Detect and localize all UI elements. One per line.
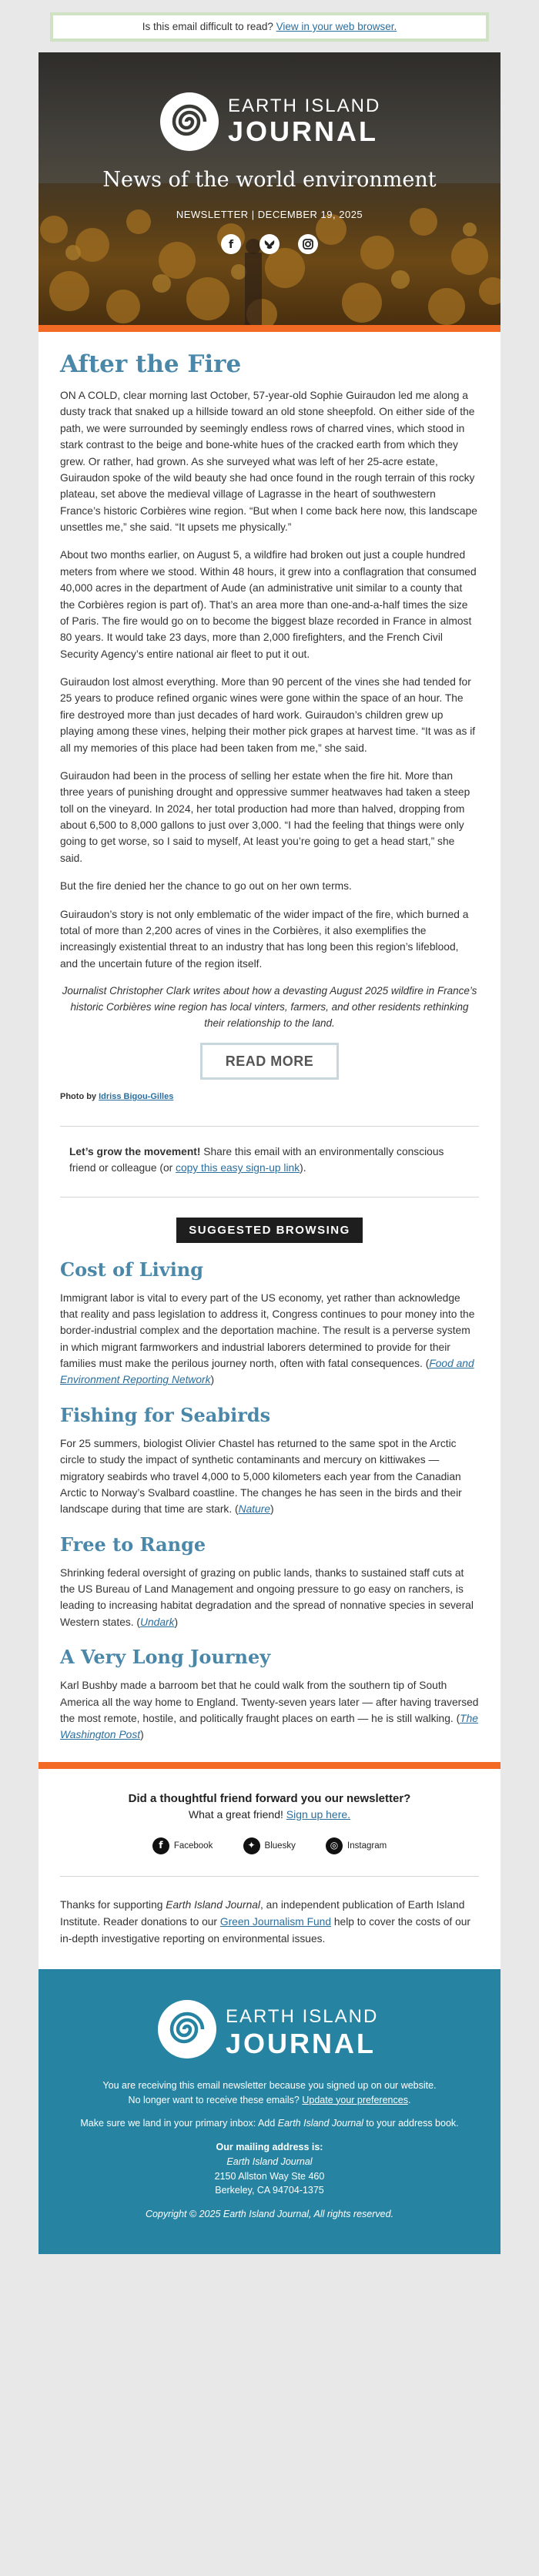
article-paragraph: Guiraudon’s story is not only emblematic of the wider impact of the fire, which burned a total of more than 2,200 acres of vines in the Corbières, it also exemplifies the increasingly existential threat to an industry that has long been this region’s lifeblood, and the uncertain future of the region itself. (60, 908, 469, 970)
read-more-button[interactable]: READ MORE (200, 1043, 339, 1080)
brand-name-line1: EARTH ISLAND (226, 2005, 379, 2027)
hero-banner (38, 52, 500, 325)
brand-name-line2: JOURNAL (226, 2027, 377, 2059)
brand-name-line2: JOURNAL (228, 116, 379, 147)
signup-link[interactable]: copy this easy sign-up link (176, 1162, 300, 1174)
article-summary: Journalist Christopher Clark writes about how a devasting August 2025 wildfire in France’s historic Corbières wine region has local vinters, farmers, and other residents rethinking their relationship to the land. (62, 985, 477, 1029)
hero-headline: News of the world environment (102, 168, 437, 192)
thanks-section: Thanks for supporting Earth Island Journal, an independent publication of Earth Island Institute. Reader donations to our Green Journalism Fund help to cover the costs of our in-depth investigative reporting on environmental issues. (60, 1898, 471, 1945)
address-street: 2150 Allston Way Ste 460 (214, 2170, 325, 2182)
facebook-label: Facebook (173, 1841, 213, 1851)
bluesky-icon: ✦ (243, 1837, 260, 1854)
story-title[interactable]: Free to Range (60, 1533, 206, 1556)
footer-social-links (38, 1837, 500, 1876)
photo-credit-prefix: Photo by (60, 1091, 97, 1101)
brand-logo[interactable] (160, 92, 383, 151)
share-lead: Let’s grow the movement! (69, 1145, 201, 1157)
forward-question: Did a thoughtful friend forward you our newsletter? (128, 1791, 411, 1805)
story-source-link[interactable]: Undark (140, 1616, 175, 1628)
instagram-icon: ◎ (326, 1837, 343, 1854)
update-preferences-link[interactable]: Update your preferences (302, 2094, 408, 2105)
photographer-link[interactable]: Idriss Bigou-Gilles (99, 1091, 174, 1101)
article-paragraph: ON A COLD, clear morning last October, 57-year-old Sophie Guiraudon led me along a dusty track that snaked up a hillside toward an old stone sheepfold. On either side of the path, we were surrounded by seemingly endless rows of charred vines, which stood in stark contrast to the beige and bone-white hues of the cracked earth from which they grew. Or rather, had grown. As she surveyed what was left of her 25-acre estate, Guiraudon spoke of the wild beauty she had once found in the rough terrain of this rocky plateau, set above the medieval village of Lagrasse in the heart of southwestern France’s historic Corbières wine region. “But when I come back here now, this landscape unsettles me,” she said. “It upsets me physically.” (60, 390, 477, 533)
article-paragraph: About two months earlier, on August 5, a wildfire had broken out just a couple hundred meters from where we stood. Within 48 hours, it grew into a conflagration that consumed 40,000 acres in the department of Aude (an administrative unit similar to a county that the Corbières region is part of). That’s an area more than one-and-a-half times the size of Paris. The fire would go on to become the biggest blaze recorded in France in almost 80 years. It would take 23 days, more than 2,000 firefighters, and the French Civil Security Agency’s entire national air fleet to put it out. (60, 549, 477, 660)
address-title: Our mailing address is: (216, 2142, 323, 2153)
suggested-story (38, 1518, 500, 1631)
svg-text:f: f (228, 239, 233, 251)
footer-brand-logo[interactable] (158, 2000, 381, 2058)
green-journalism-fund-link[interactable]: Green Journalism Fund (219, 1915, 332, 1928)
share-text: Share this email with an environmentally conscious friend or colleague (or (69, 1145, 444, 1174)
hero-content (38, 52, 500, 325)
article-paragraph: Guiraudon had been in the process of selling her estate when the fire hit. More than three years of punishing drought and oppressive summer heatwaves had taken a steep toll on the vineyard. In 2024, her total production had more than halved, dropping from about 6,500 to 8,000 gallons to just over 3,000. “I had the feeling that things were only going to get worse, so I said to myself, At least you’re going to get a head start,” she said. (60, 769, 470, 864)
instagram-link[interactable] (326, 1837, 387, 1854)
address-name: Earth Island Journal (226, 2156, 313, 2167)
suggested-story (38, 1630, 500, 1744)
forward-signup-link[interactable]: Sign up here. (286, 1807, 351, 1821)
copyright: Copyright © 2025 Earth Island Journal, All rights reserved. (145, 2209, 394, 2220)
hero-social-links (38, 234, 500, 254)
story-body: Shrinking federal oversight of grazing on public lands, thanks to sustained staff cuts at the US Bureau of Land Management and ongoing pressure to go easy on ranchers, is leading to increasing habitat degradation and the spread of nonnative species in several Western states. (Undark) (60, 1566, 474, 1628)
orange-divider (38, 1762, 500, 1769)
suggested-story (38, 1388, 500, 1518)
suggested-story (38, 1243, 500, 1388)
facebook-icon: f (152, 1837, 169, 1854)
forward-signup: What a great friend! Sign up here. (188, 1807, 351, 1821)
bottom-spacer (0, 2254, 539, 2300)
footer-inbox-note: Make sure we land in your primary inbox: Add Earth Island Journal to your address book. (80, 2118, 459, 2129)
suggested-browsing-header (38, 1198, 500, 1243)
article-title[interactable]: After the Fire (60, 350, 242, 378)
article-paragraph: But the fire denied her the chance to go out on her own terms. (60, 880, 352, 893)
story-title[interactable]: Cost of Living (60, 1258, 204, 1281)
suggested-browsing-badge: SUGGESTED BROWSING (176, 1218, 363, 1243)
share-end: ). (300, 1162, 306, 1174)
story-source-link[interactable]: Nature (238, 1503, 271, 1516)
footer (38, 1969, 500, 2254)
footer-subscription-note: You are receiving this email newsletter because you signed up on our website. No longer want to receive these emails? Update your preferences. (102, 2079, 437, 2105)
story-source-link[interactable]: The Washington Post (60, 1712, 478, 1741)
mailing-address (63, 2140, 476, 2198)
facebook-icon[interactable] (221, 234, 241, 254)
spiral-logo-icon (160, 92, 219, 151)
feature-article (38, 332, 500, 1126)
address-city: Berkeley, CA 94704-1375 (215, 2185, 324, 2196)
forward-section (38, 1769, 500, 1837)
facebook-link[interactable] (152, 1837, 213, 1854)
story-title[interactable]: A Very Long Journey (60, 1646, 271, 1669)
instagram-icon[interactable] (298, 234, 318, 254)
email-container (38, 52, 500, 2254)
story-body: Karl Bushby made a barroom bet that he could walk from the southern tip of South America all the way home to England. Twenty-seven years later — after having traversed the most remote, hostile, and politically fraught places on earth — he is still walking. (The Washington Post) (60, 1680, 479, 1741)
browser-view-bar (0, 0, 539, 52)
browser-view-prefix: Is this email difficult to read? (142, 21, 273, 32)
photo-credit (60, 1092, 479, 1101)
view-in-browser-link[interactable]: View in your web browser. (276, 21, 397, 32)
instagram-label: Instagram (347, 1841, 387, 1851)
spiral-logo-icon (158, 2000, 216, 2058)
bluesky-icon[interactable] (259, 234, 280, 254)
bluesky-label: Bluesky (264, 1841, 296, 1851)
orange-divider (38, 325, 500, 332)
brand-name-line1: EARTH ISLAND (228, 95, 381, 116)
story-source-link[interactable]: Food and Environment Reporting Network (60, 1358, 474, 1386)
newsletter-dateline: NEWSLETTER | DECEMBER 19, 2025 (176, 209, 363, 220)
story-body: Immigrant labor is vital to every part of the US economy, yet rather than acknowledge that reality and pass legislation to address it, Congress continues to pour money into the border-industrial complex and the deportation machine. The result is a perverse system in which migrant farmworkers and industrial laborers determined to provide for their families must make the perilous journey north, often with fatal consequences. (Food and Environment Reporting Network) (60, 1291, 475, 1386)
story-title[interactable]: Fishing for Seabirds (60, 1403, 271, 1426)
story-body: For 25 summers, biologist Olivier Chastel has returned to the same spot in the Arctic circle to study the impact of synthetic contaminants and mercury on kittiwakes — migratory seabirds who travel 4,000 to 5,000 kilometers each year from the Canadian Arctic to Norway’s Svalbard coastline. The changes he has seen in the birds and their landscape during that time are stark. (Nature) (60, 1437, 462, 1516)
publication-name: Earth Island Journal (166, 1898, 260, 1911)
browser-view-box (50, 12, 489, 42)
bluesky-link[interactable] (243, 1837, 296, 1854)
share-section (38, 1127, 500, 1197)
article-paragraph: Guiraudon lost almost everything. More than 90 percent of the vines she had tended for 25 years to produce refined organic wines were gone within the space of an hour. The fire destroyed more than just decades of hard work. Guiraudon’s children grew up playing among these vines, helping their mother pick grapes at harvest time. “It was as if all my memories of this place had been taken from me,” she said. (60, 676, 476, 754)
